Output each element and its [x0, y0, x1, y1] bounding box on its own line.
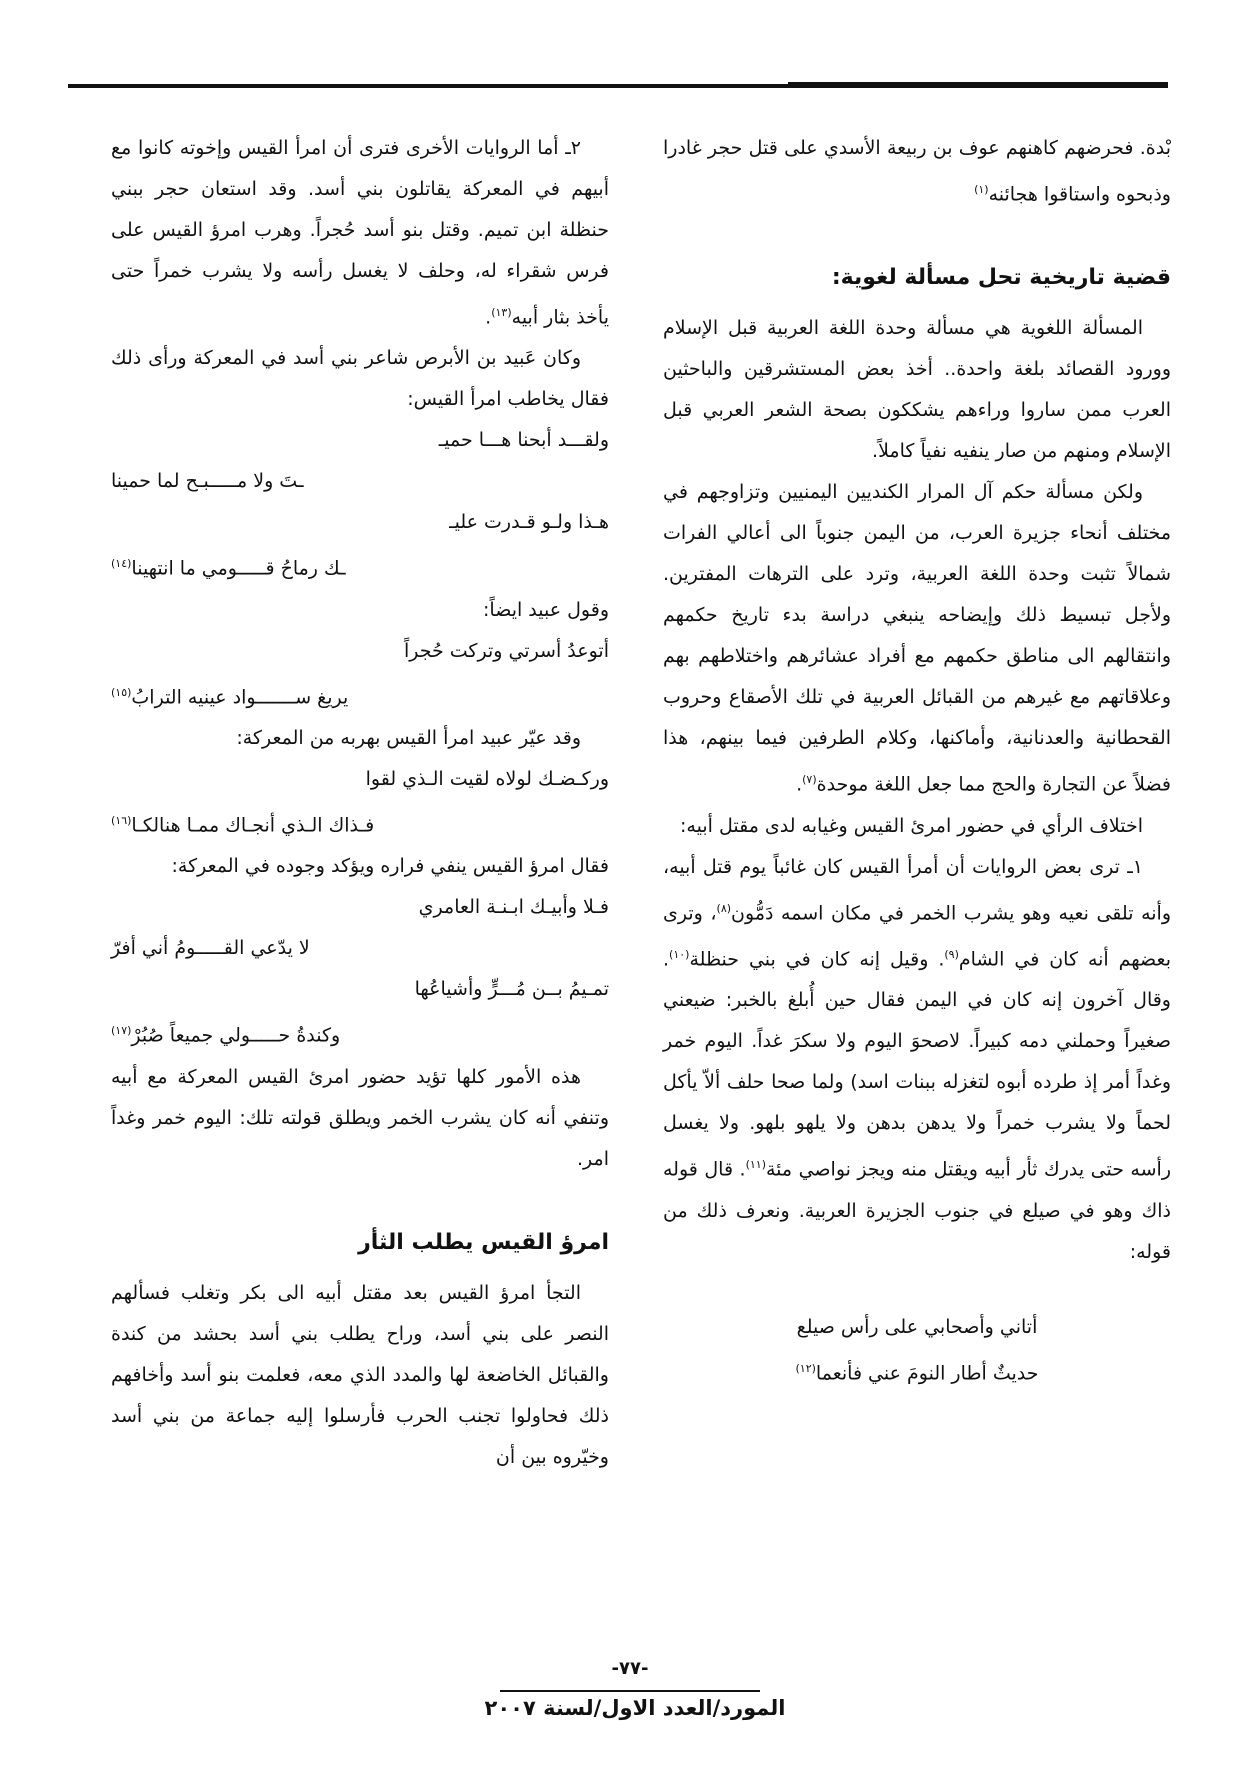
verse-line: وكندةُ حـــــولي جميعاً صُبُرْ$^{(١٧)}$	[111, 1024, 341, 1047]
verse-line: أتوعدُ أسرتي وتركت حُجراً	[403, 639, 609, 662]
verse-line: تمـيمُ بــن مُـــرٍّ وأشياعُها	[414, 978, 609, 1001]
heading-revenge: امرؤ القيس يطلب الثأر	[358, 1229, 609, 1255]
intro-paragraph: بْدة. فحرضهم كاهنهم عوف بن ربيعة الأسدي على قتل حجر غادرا وذبحوه واستاقوا هجائنه$^{(١)}$	[663, 137, 1171, 206]
verse-line: وركـضـك لولاه لقيت الـذي لقوا	[365, 767, 609, 790]
verse-line: هـذا ولـو قـدرت عليـ	[449, 511, 609, 534]
top-rule	[68, 84, 1168, 88]
heading-historical-issue: قضية تاريخية تحل مسألة لغوية:	[831, 265, 1171, 291]
paragraph-opinion-difference: اختلاف الرأي في حضور امرئ القيس وغيابه لدى مقتل أبيه:	[680, 814, 1143, 837]
footer-rule	[500, 1690, 760, 1692]
verse-line: لا يدّعي القـــــومُ أني أفرّ	[111, 937, 310, 960]
paragraph-conclusion: هذه الأمور كلها تؤيد حضور امرئ القيس المعركة مع أبيه وتنفي أنه كان يشرب الخمر ويطلق قولته تلك: اليوم خمر وغداً امر.	[111, 1065, 609, 1170]
paragraph-first-narration: ١ـ ترى بعض الروايات أن أمرأ القيس كان غائباً يوم قتل أبيه، وأنه تلقى نعيه وهو يشرب الخمر في مكان اسمه دَمُّون$^{(٨)}$، وترى بعضهم أنه كان في الشام$^{(٩)}$. وقيل إنه كان في بني حنظلة$^{(١٠)}$. وقال آخرون إنه كان في اليمن فقال حين أُبلغ بالخبر: ضيعني صغيراً وحملني دمه كبيراً. لاصحوَ اليوم ولا سكرَ غداً. اليوم خمر وغداً أمر إذ طرده أبوه لتغزله ببنات اسد) ولما صحا حلف ألاّ يأكل لحماً ولا يشرب خمراً ولا يدهن بدهن ولا يلهو بلهو. ولا يغسل رأسه حتى يدرك ثأر أبيه ويقتل منه ويجز نواصي مئة$^{(١١)}$. قال قوله ذاك وهو في صيلع في جنوب الجزيرة العربية. ونعرف ذلك من قوله:	[663, 855, 1171, 1263]
paragraph-revenge: التجأ امرؤ القيس بعد مقتل أبيه الى بكر وتغلب فسألهم النصر على بني أسد، وراح يطلب بني أسد بحشد من كندة والقبائل الخاضعة لها والمدد الذي معه، فعلمت بنو أسد وأخافهم ذلك فحاولوا تجنب الحرب فأرسلوا إليه جماعة من بني أسد وخيّروه بين أن	[111, 1281, 609, 1468]
paragraph-imru-reply: فقال امرؤ القيس ينفي فراره ويؤكد وجوده في المعركة:	[171, 855, 609, 878]
paragraph-kindah-rule: ولكن مسألة حكم آل المرار الكنديين اليمنيين وتزاوجهم في مختلف أنحاء جزيرة العرب، من اليمن جنوباً الى أعالي الفرات شمالاً تثبت وحدة اللغة العربية، وترد على الترهات المفترين. ولأجل تبسيط ذلك وإيضاحه ينبغي دراسة بدء تاريخ حكمهم وانتقالهم الى مناطق حكمهم مع أفراد عشائرهم واختلاطهم بهم وعلاقاتهم مع غيرهم من القبائل العربية في تلك الأصقاع وحروب القحطانية والعدنانية، وأماكنها، وكلام الطرفين فيما بينهم، هذا فضلاً عن التجارة والحج مما جعل اللغة موحدة$^{(٧)}$.	[663, 481, 1171, 796]
verse-line: ولقـــد أبحنا هـــا حميـ	[438, 429, 609, 452]
paragraph-abid-taunt: وقد عيّر عبيد امرأ القيس بهربه من المعركة:	[236, 726, 581, 749]
verse-line: فـذاك الـذي أنجـاك ممـا هنالكـا$^{(١٦)}$	[111, 813, 375, 837]
verse-line: أتاني وأصحابي على رأس صيلع	[796, 1315, 1038, 1338]
verse-line: فـلا وأبيـك ابـنـة العامري	[418, 896, 609, 919]
journal-footer: المورد/العدد الاول/لسنة ٢٠٠٧	[484, 1696, 786, 1720]
verse-line: ـتَ ولا مـــــبـح لما حمينا	[111, 470, 304, 493]
right-column	[663, 128, 1171, 1394]
paragraph-second-narration: ٢ـ أما الروايات الأخرى فترى أن امرأ القيس وإخوته كانوا مع أبيهم في المعركة يقاتلون بني أسد. وقد استعان حجر ببني حنظلة ابن تميم. وقتل بنو أسد حُجراً. وهرب امرؤ القيس على فرس شقراء له، وحلف لا يغسل رأسه ولا يشرب خمراً حتى يأخذ بثار أبيه$^{(١٣)}$.	[111, 137, 609, 329]
verse-line: ـك رماحُ قـــــومي ما انتهينا$^{(١٤)}$	[111, 557, 346, 580]
verse-line: يريغ ســـــــواد عينيه الترابُ$^{(١٥)}$	[111, 685, 349, 708]
page-number: -٧٧-	[611, 1658, 649, 1679]
paragraph-language-issue: المسألة اللغوية هي مسألة وحدة اللغة العربية قبل الإسلام وورود القصائد بلغة واحدة.. أخذ بعض المستشرقين والباحثين العرب ممن ساروا وراءهم يشككون بصحة الشعر العربي قبل الإسلام ومنهم من صار ينفيه نفياً كاملاً.	[663, 317, 1171, 463]
verse-line: حديثٌ أطار النومَ عني فأنعما$^{(١٢)}$	[795, 1361, 1039, 1384]
left-column	[111, 128, 609, 1478]
paragraph-abid-also: وقول عبيد ايضاً:	[483, 598, 609, 621]
paragraph-abid-intro: وكان عَبيد بن الأبرص شاعر بني أسد في المعركة ورأى ذلك فقال يخاطب امرأ القيس:	[111, 347, 609, 411]
